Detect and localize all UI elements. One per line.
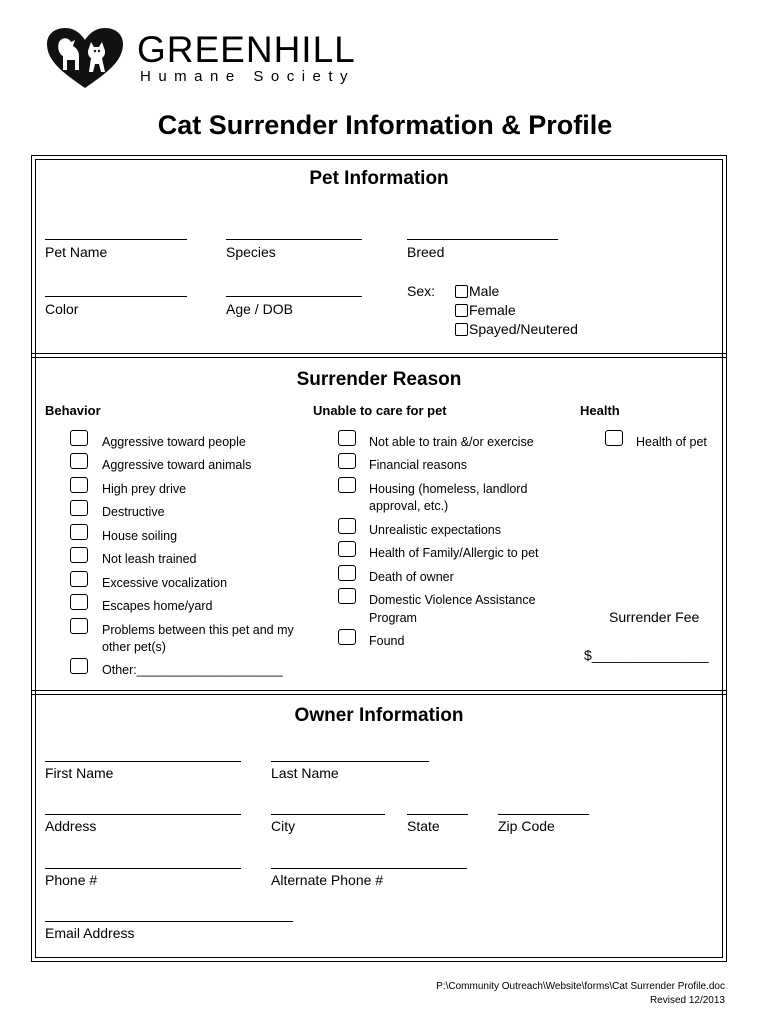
surrender-fee-label: Surrender Fee (609, 609, 700, 625)
unable-option: Not able to train &/or exercise (369, 435, 534, 449)
breed-field[interactable] (407, 239, 558, 240)
last-name-field[interactable] (271, 761, 429, 762)
last-name-label: Last Name (271, 765, 339, 781)
document-title: Cat Surrender Information & Profile (157, 110, 613, 140)
behavior-option: Aggressive toward animals (102, 458, 252, 472)
zip-field[interactable] (498, 814, 589, 815)
behavior-option: Escapes home/yard (102, 599, 213, 613)
unable-option: Death of owner (369, 570, 454, 584)
behavior-checkbox[interactable] (70, 453, 88, 469)
unable-option: Found (369, 634, 405, 648)
phone-label: Phone # (45, 872, 98, 888)
unable-option: Unrealistic expectations (369, 523, 502, 537)
behavior-other-checkbox[interactable] (70, 658, 88, 674)
brand-name: GREENHILL (137, 29, 356, 70)
email-label: Email Address (45, 925, 135, 941)
age-field[interactable] (226, 296, 362, 297)
unable-checkbox[interactable] (338, 565, 356, 581)
health-checkbox[interactable] (605, 430, 623, 446)
unable-checkbox[interactable] (338, 588, 356, 604)
unable-checkbox[interactable] (338, 541, 356, 557)
behavior-option: Excessive vocalization (102, 576, 228, 590)
behavior-checkbox[interactable] (70, 547, 88, 563)
unable-checkbox[interactable] (338, 453, 356, 469)
behavior-option: Aggressive toward people (102, 435, 246, 449)
sex-label: Sex: (407, 283, 436, 299)
city-field[interactable] (271, 814, 385, 815)
address-field[interactable] (45, 814, 241, 815)
species-field[interactable] (226, 239, 362, 240)
section-divider (32, 690, 726, 691)
behavior-checkbox[interactable] (70, 477, 88, 493)
behavior-option: House soiling (102, 529, 178, 543)
unable-option: Health of Family/Allergic to pet (369, 546, 539, 560)
unable-checkbox[interactable] (338, 477, 356, 493)
behavior-checkbox[interactable] (70, 430, 88, 446)
color-label: Color (45, 301, 79, 317)
pet-name-label: Pet Name (45, 244, 108, 260)
first-name-field[interactable] (45, 761, 241, 762)
behavior-checkbox[interactable] (70, 524, 88, 540)
unable-heading: Unable to care for pet (313, 403, 447, 418)
behavior-option: Not leash trained (102, 552, 197, 566)
unable-option: Financial reasons (369, 458, 467, 472)
unable-option: approval, etc.) (369, 499, 449, 513)
behavior-other-option: Other:_____________________ (102, 663, 283, 677)
unable-option: Housing (homeless, landlord (369, 482, 528, 496)
section-divider (32, 357, 726, 358)
behavior-option: Problems between this pet and my (102, 623, 294, 637)
footer-file-path: P:\Community Outreach\Website\forms\Cat Surrender Profile.doc (436, 981, 725, 992)
footer-revised: Revised 12/2013 (649, 995, 725, 1006)
species-label: Species (226, 244, 276, 260)
behavior-option: other pet(s) (102, 640, 166, 654)
pet-name-field[interactable] (45, 239, 187, 240)
spayed-neutered-checkbox[interactable] (455, 323, 468, 336)
unable-checkbox[interactable] (338, 629, 356, 645)
behavior-checkbox[interactable] (70, 594, 88, 610)
city-label: City (271, 818, 296, 834)
section-divider (32, 353, 726, 354)
behavior-option: Destructive (102, 505, 165, 519)
surrender-reason-heading: Surrender Reason (296, 369, 462, 390)
address-label: Address (45, 818, 97, 834)
breed-label: Breed (407, 244, 445, 260)
spayed-neutered-label: Spayed/Neutered (469, 321, 578, 337)
behavior-checkbox[interactable] (70, 618, 88, 634)
sex-female-label: Female (469, 302, 516, 318)
behavior-checkbox[interactable] (70, 571, 88, 587)
state-field[interactable] (407, 814, 468, 815)
behavior-checkbox[interactable] (70, 500, 88, 516)
health-option: Health of pet (636, 435, 707, 449)
unable-checkbox[interactable] (338, 430, 356, 446)
email-field[interactable] (45, 921, 293, 922)
unable-checkbox[interactable] (338, 518, 356, 534)
phone-field[interactable] (45, 868, 241, 869)
health-heading: Health (580, 403, 620, 418)
behavior-heading: Behavior (45, 403, 101, 418)
state-label: State (407, 818, 440, 834)
alt-phone-field[interactable] (271, 868, 467, 869)
pet-info-heading: Pet Information (309, 168, 449, 189)
sex-female-checkbox[interactable] (455, 304, 468, 317)
unable-option: Program (369, 611, 417, 625)
color-field[interactable] (45, 296, 187, 297)
brand-subtitle: Humane Society (140, 68, 356, 85)
alt-phone-label: Alternate Phone # (271, 872, 384, 888)
owner-info-heading: Owner Information (294, 705, 464, 726)
zip-label: Zip Code (498, 818, 555, 834)
age-label: Age / DOB (226, 301, 293, 317)
sex-male-label: Male (469, 283, 500, 299)
unable-option: Domestic Violence Assistance (369, 593, 536, 607)
greenhill-logo (45, 26, 125, 90)
first-name-label: First Name (45, 765, 114, 781)
section-divider (32, 694, 726, 695)
behavior-option: High prey drive (102, 482, 187, 496)
surrender-fee-field[interactable]: $_______________ (584, 647, 709, 663)
sex-male-checkbox[interactable] (455, 285, 468, 298)
